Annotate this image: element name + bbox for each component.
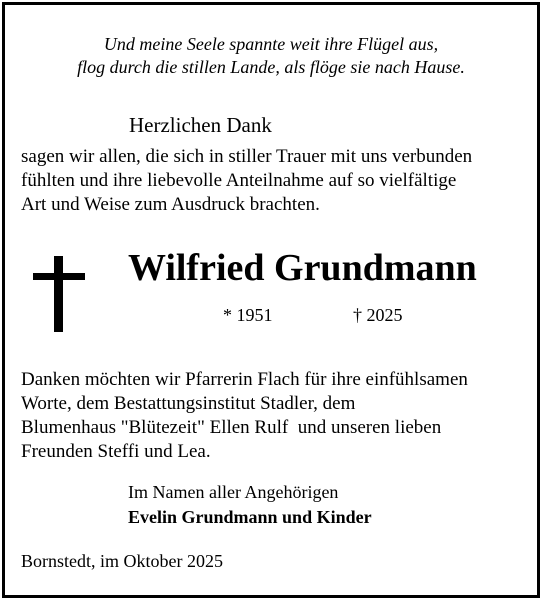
place-and-date: Bornstedt, im Oktober 2025 <box>21 551 223 571</box>
thanks-heading: Herzlichen Dank <box>129 113 272 137</box>
thanks-line-3: Art und Weise zum Ausdruck brachten. <box>21 194 320 215</box>
acknowledgement-line-4: Freunden Steffi und Lea. <box>21 441 211 462</box>
signature-intro: Im Namen aller Angehörigen <box>128 482 339 502</box>
signature-names: Evelin Grundmann und Kinder <box>128 507 372 527</box>
quote-line-2: flog durch die stillen Lande, als flöge sie nach Hause. <box>77 57 465 77</box>
acknowledgement-line-3: Blumenhaus "Blütezeit" Ellen Rulf und unseren lieben <box>21 417 442 438</box>
cross-icon <box>33 256 85 332</box>
thanks-line-1: sagen wir allen, die sich in stiller Trauer mit uns verbunden <box>21 146 473 167</box>
deceased-name: Wilfried Grundmann <box>128 247 477 289</box>
quote-line-1: Und meine Seele spannte weit ihre Flügel aus, <box>103 34 439 54</box>
acknowledgement-line-1: Danken möchten wir Pfarrerin Flach für ihre einfühlsamen <box>21 369 468 390</box>
thanks-line-2: fühlten und ihre liebevolle Anteilnahme auf so vielfältige <box>21 170 457 191</box>
cross-horizontal-beam <box>33 273 85 280</box>
birth-year: * 1951 <box>223 305 273 325</box>
cross-vertical-beam <box>54 256 63 332</box>
death-year: † 2025 <box>353 305 403 325</box>
acknowledgement-line-2: Worte, dem Bestattungsinstitut Stadler, dem <box>21 393 356 414</box>
